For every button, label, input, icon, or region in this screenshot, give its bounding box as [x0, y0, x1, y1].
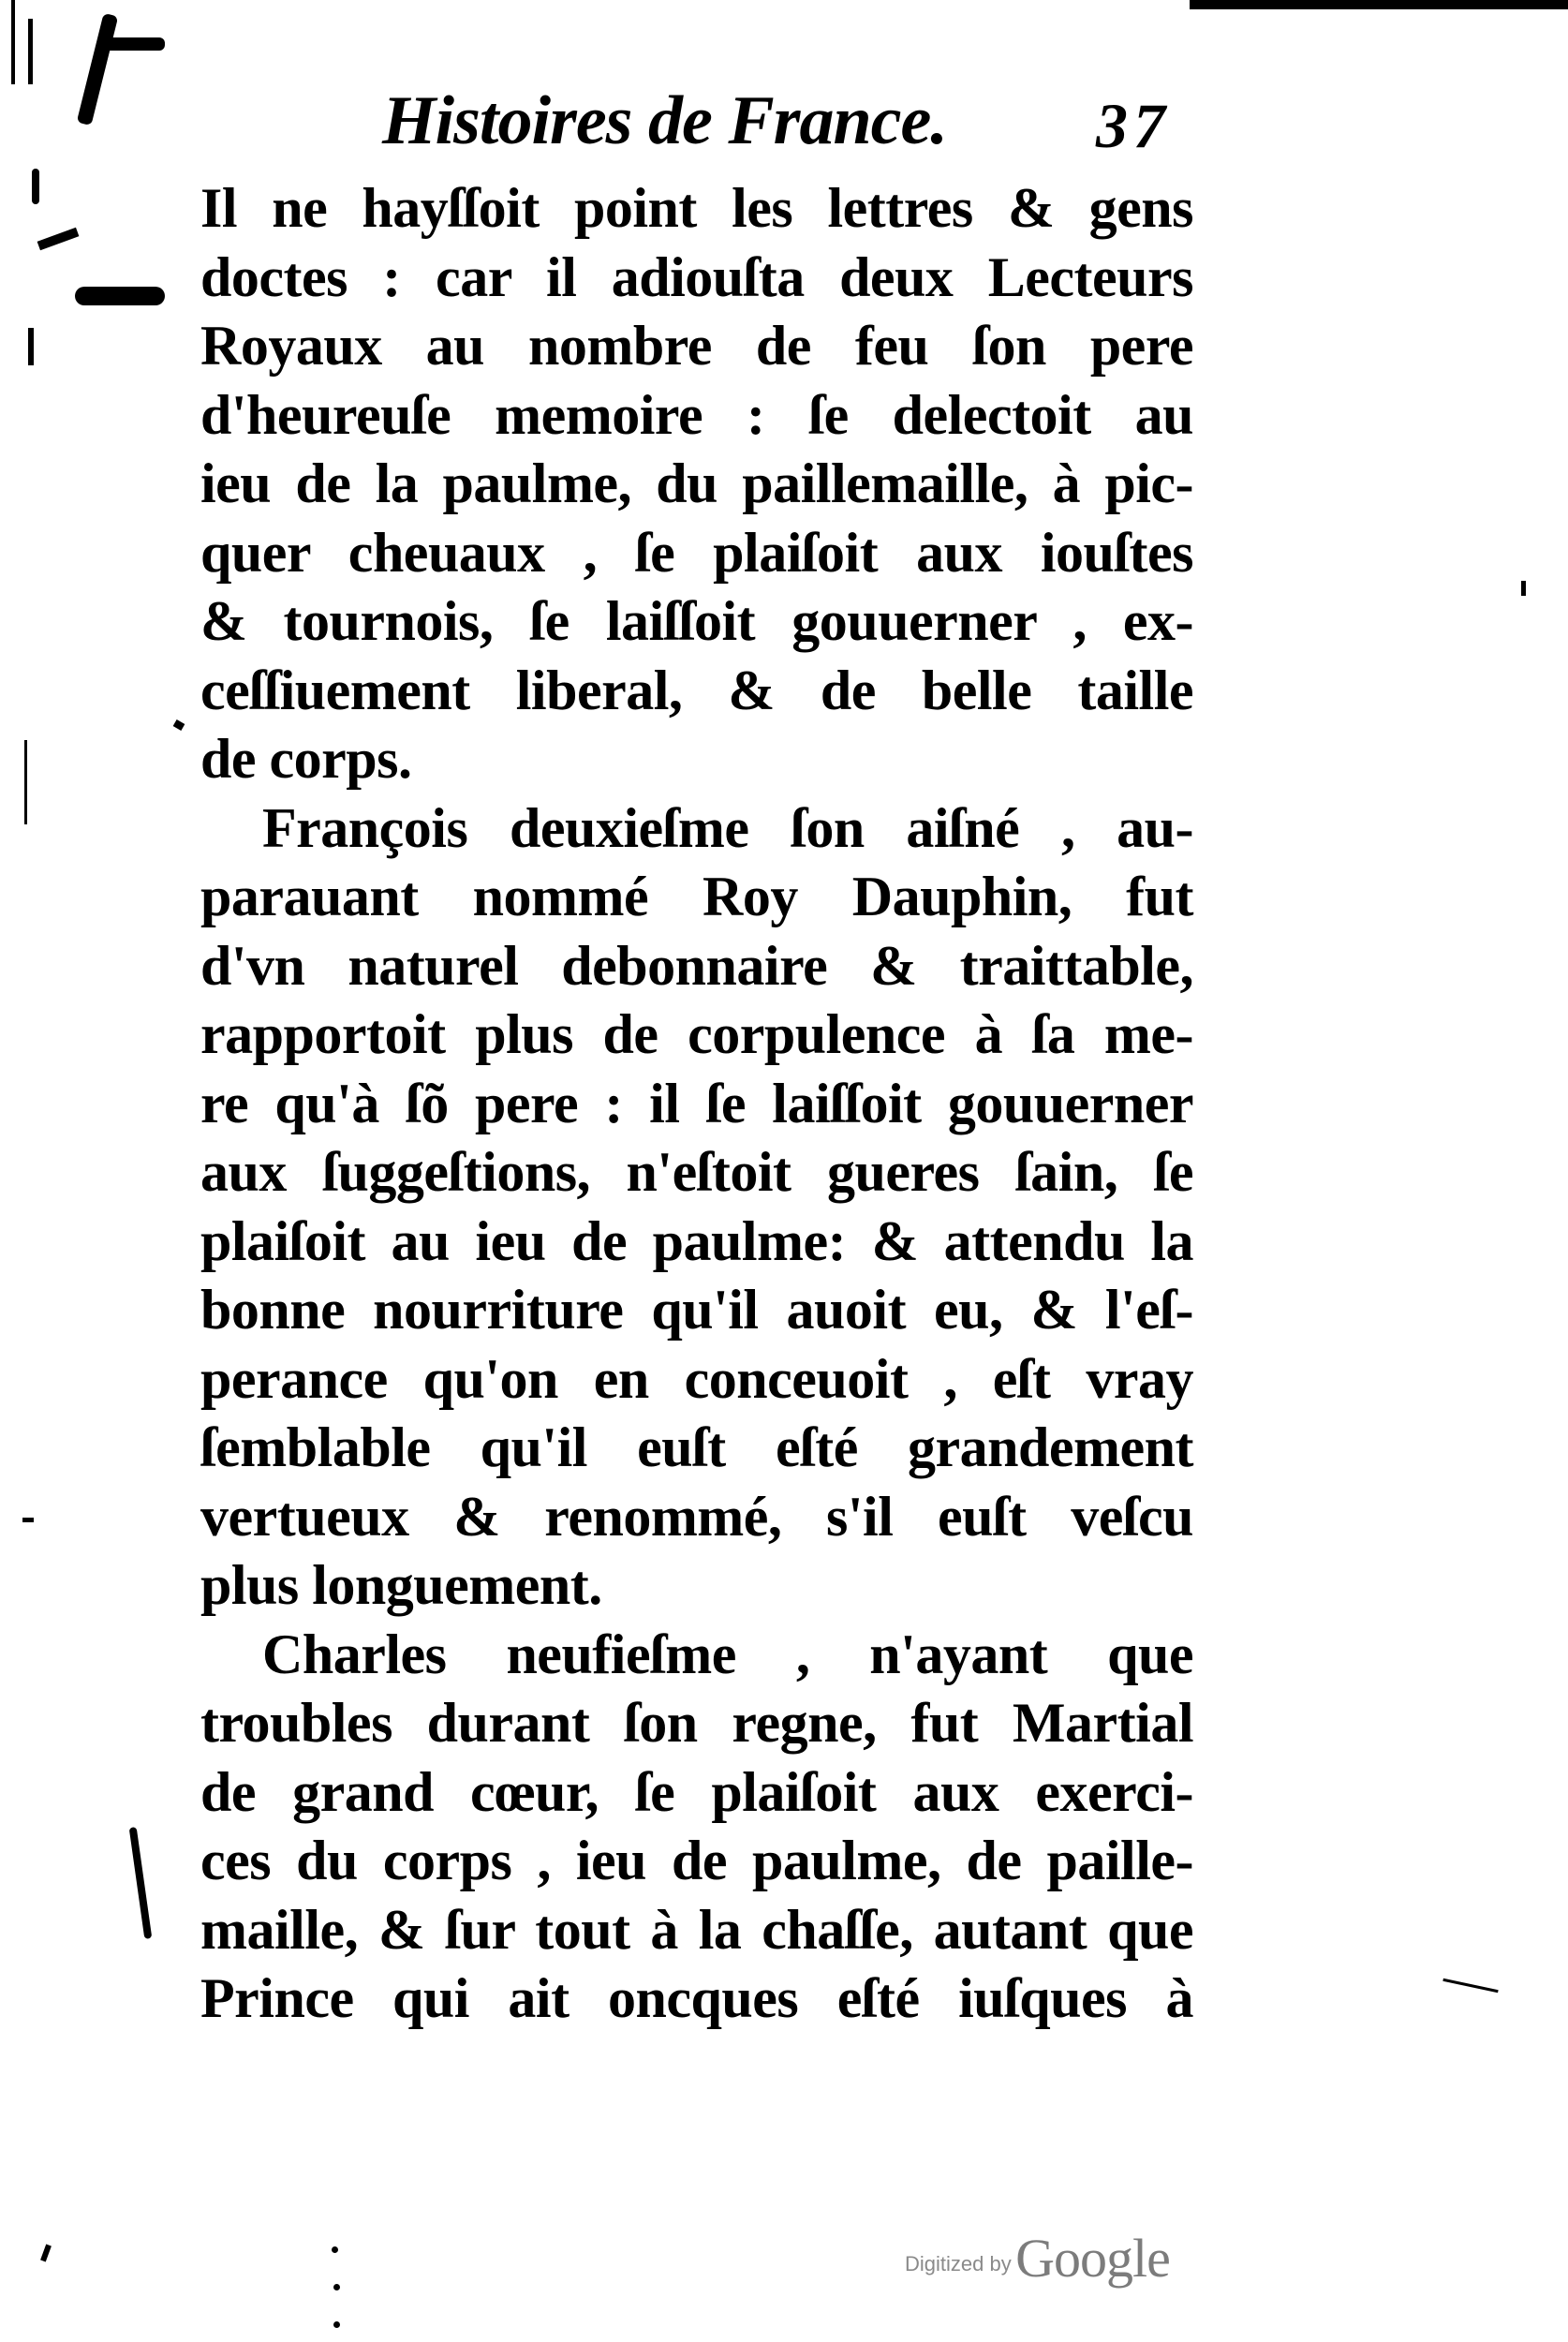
digitized-watermark [905, 2228, 1170, 2289]
margin-mark [77, 13, 119, 126]
text-line: plaiſoit au ieu de paulme: & attendu la [200, 1209, 1193, 1272]
text-line: bonne nourriture qu'il auoit eu, & l'eſ- [200, 1279, 1193, 1341]
margin-mark [332, 2246, 338, 2253]
text-line: maille, & ſur tout à la chaſſe, autant que [200, 1898, 1193, 1961]
text-line: aux ſuggeſtions, n'eſtoit gueres ſain, ſe [200, 1141, 1193, 1203]
google-logo: Google [1015, 2228, 1170, 2289]
text-line: doctes : car il adiouſta deux Lecteurs [200, 245, 1193, 308]
page-number: 37 [1096, 90, 1171, 161]
text-line: Il ne hayſſoit point les lettres & gens [200, 177, 1193, 239]
text-line: ieu de la paulme, du paillemaille, à pic- [200, 452, 1193, 514]
scan-edge-shadow [1190, 0, 1568, 9]
text-line: ſemblable qu'il euſt eſté grandement [200, 1416, 1193, 1478]
margin-mark [1521, 581, 1526, 596]
text-line: rapportoit plus de corpulence à ſa me- [200, 1003, 1193, 1065]
text-line: Prince qui ait oncques eſté iuſques à [200, 1967, 1193, 2029]
margin-mark [99, 37, 165, 51]
text-line: d'vn naturel debonnaire & traittable, [200, 934, 1193, 997]
text-line: d'heureuſe memoire : ſe delectoit au [200, 383, 1193, 446]
text-line: parauant nommé Roy Dauphin, fut [200, 866, 1193, 927]
running-title: Histoires de France. [382, 82, 947, 159]
text-line: Royaux au nombre de feu ſon pere [200, 315, 1193, 377]
margin-mark [11, 0, 15, 84]
text-line: perance qu'on en conceuoit , eſt vray [200, 1347, 1193, 1410]
text-line: & tournois, ſe laiſſoit gouuerner , ex- [200, 590, 1193, 652]
digitized-label: Digitized by [905, 2252, 1012, 2275]
paragraph-start-line: François deuxieſme ſon aiſné , au- [262, 796, 1193, 859]
text-line: de corps. [200, 728, 412, 790]
margin-mark [40, 2245, 52, 2262]
margin-mark [24, 740, 27, 824]
margin-mark [75, 287, 165, 305]
text-line: ceſſiuement liberal, & de belle taille [200, 659, 1193, 721]
margin-mark [32, 169, 39, 204]
margin-mark [333, 2284, 340, 2290]
text-line: troubles durant ſon regne, fut Martial [200, 1692, 1193, 1754]
margin-mark [1442, 1979, 1498, 1993]
text-line: plus longuement. [200, 1554, 602, 1616]
text-line: quer cheuaux , ſe plaiſoit aux iouſtes [200, 521, 1193, 584]
paragraph-start-line: Charles neufieſme , n'ayant que [262, 1623, 1193, 1685]
margin-mark [28, 19, 33, 84]
margin-mark [37, 228, 80, 250]
margin-mark [22, 1518, 34, 1522]
text-line: re qu'à ſõ pere : il ſe laiſſoit gouuerner [200, 1072, 1193, 1134]
margin-mark [28, 328, 34, 365]
margin-mark [129, 1827, 153, 1939]
text-line: vertueux & renommé, s'il euſt veſcu [200, 1485, 1193, 1548]
text-line: de grand cœur, ſe plaiſoit aux exerci- [200, 1760, 1193, 1823]
margin-mark [173, 719, 185, 731]
margin-mark [333, 2321, 340, 2328]
text-line: ces du corps , ieu de paulme, de paille- [200, 1830, 1193, 1891]
body-text [200, 174, 1193, 2034]
